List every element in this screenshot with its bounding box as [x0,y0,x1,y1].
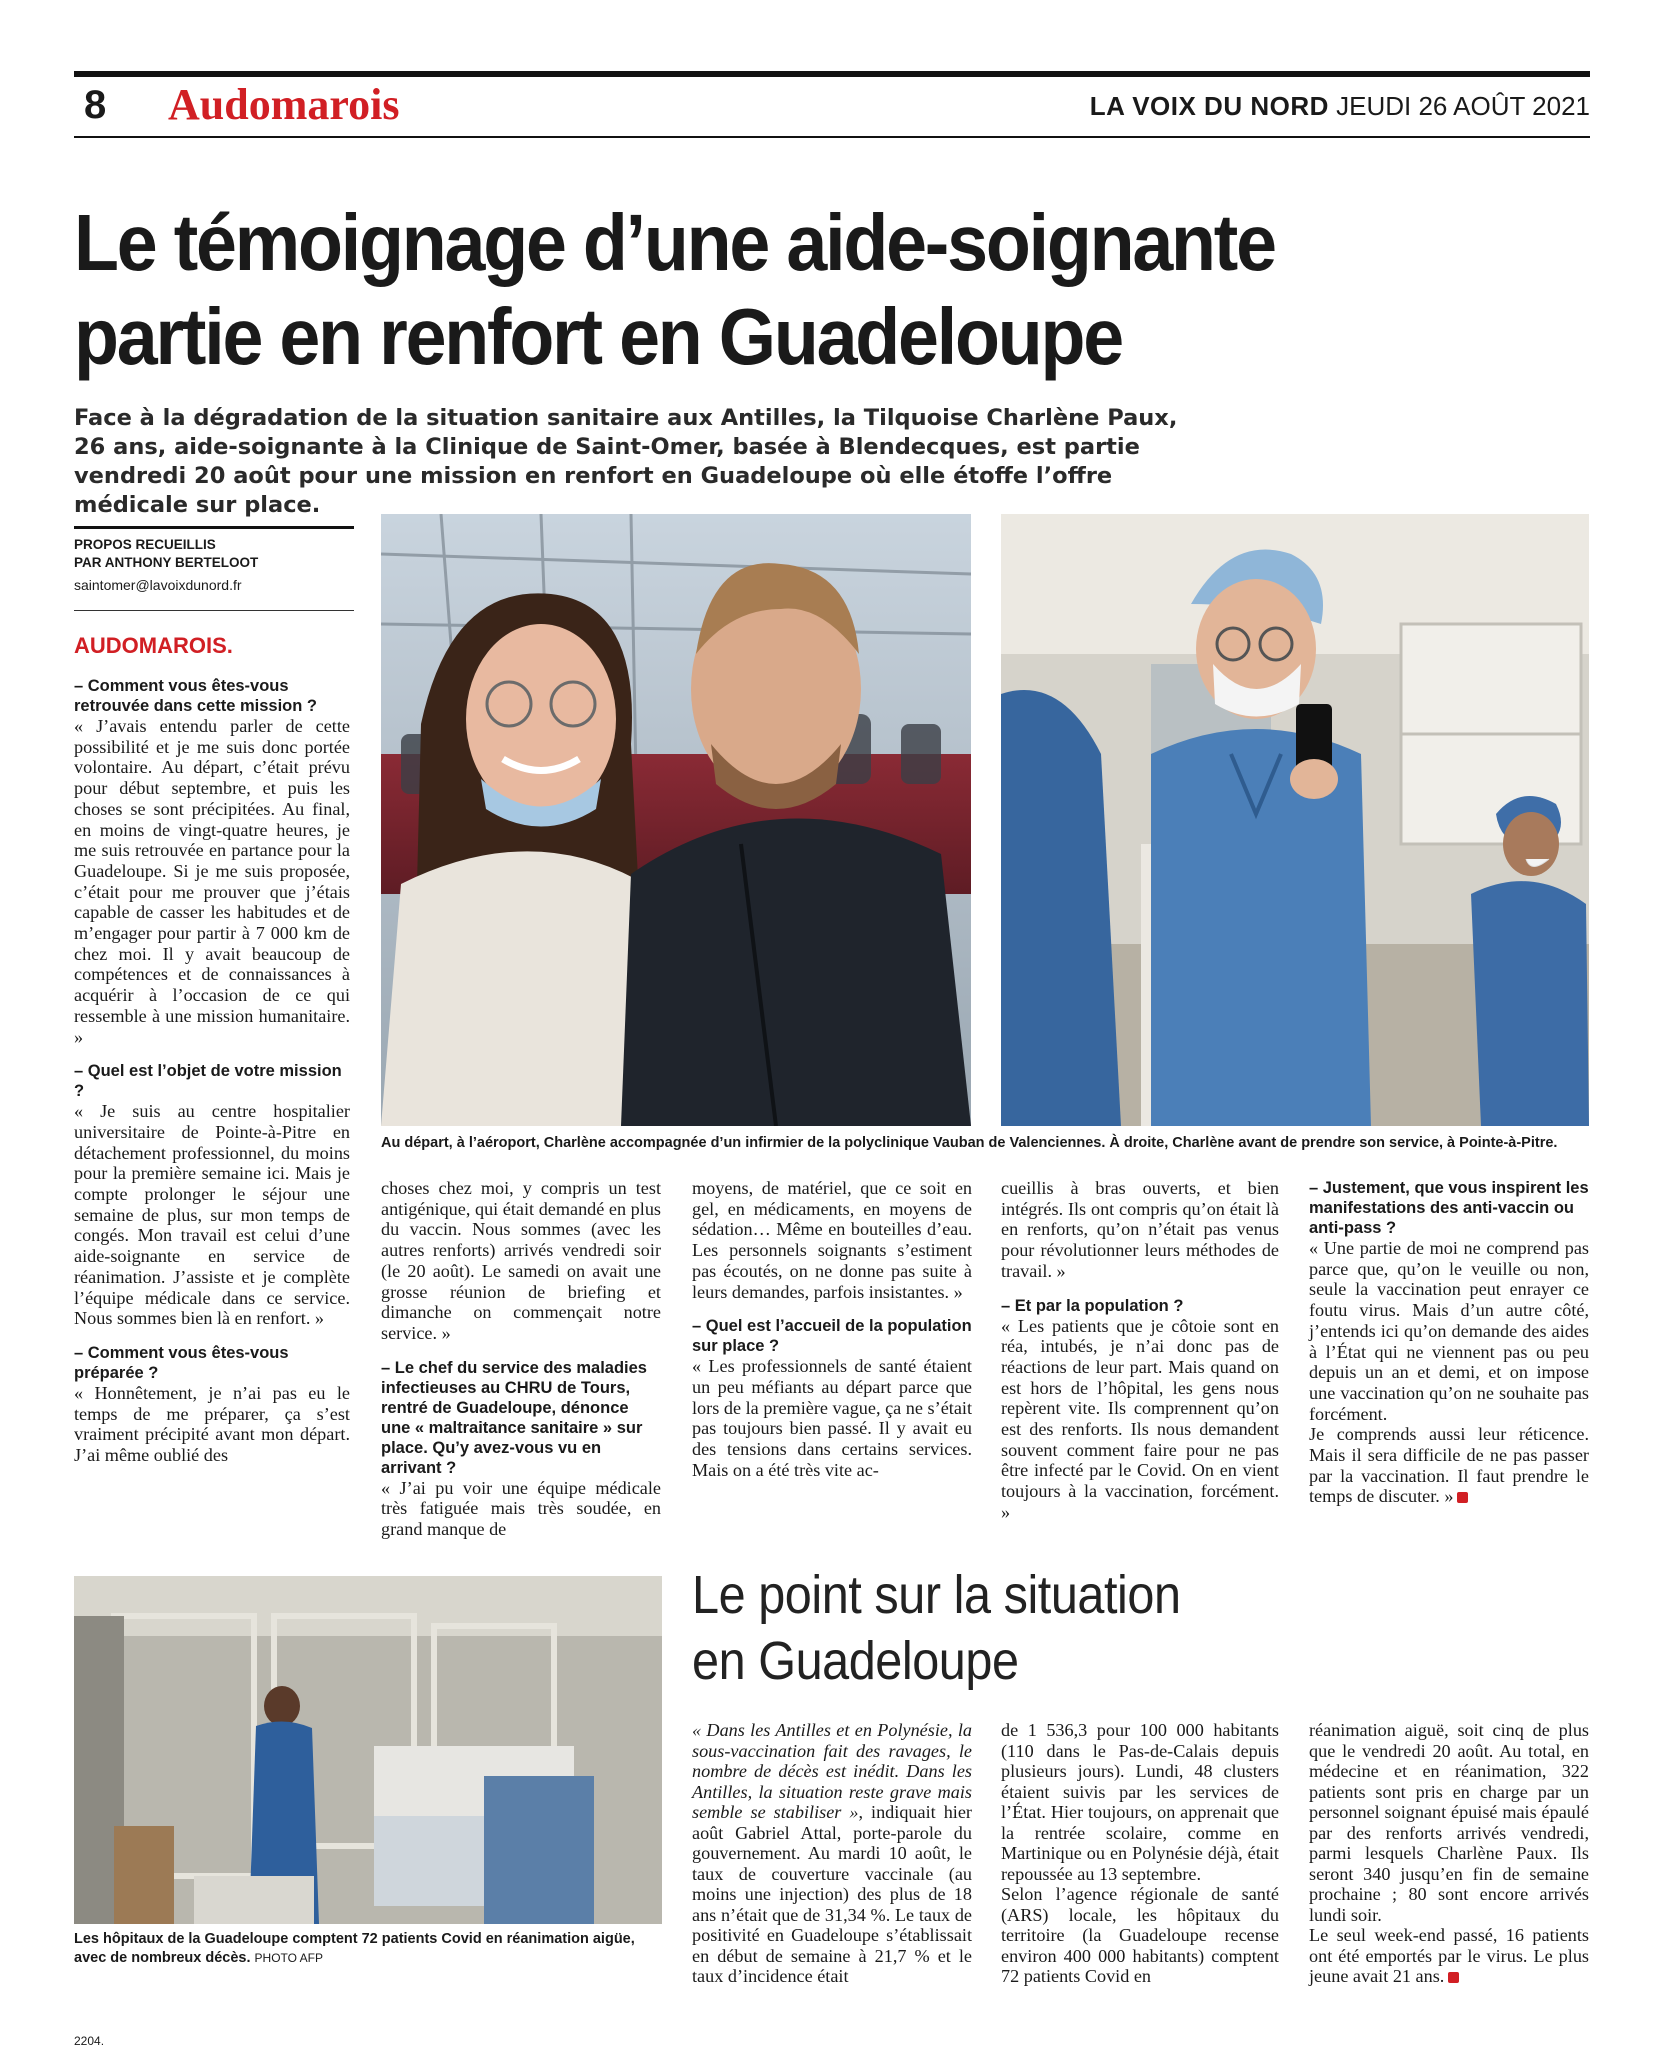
icu-image [74,1576,662,1924]
page-number: 8 [84,83,107,127]
byline-rule [74,526,354,529]
interview-question: – Comment vous êtes-vous préparée ? [74,1343,289,1382]
byline [74,536,364,572]
sidebar-text: , indiquait hier août Gabriel Attal, porte-parole du gouvernement. Au mardi 10 août, le taux de couverture vaccinale (au moins une injection) des plus de 18 ans n’était que de 31,34 %. Le taux de positivité en Guadeloupe s’établissait en début de semaine à 21,7 % et le taux d’incidence était [692,1802,972,1986]
hospital-selfie-photo [1001,514,1589,1126]
article-column-3 [692,1178,972,1480]
newspaper-name: LA VOIX DU NORD [1089,91,1329,121]
icu-photo [74,1576,662,1924]
interview-question: – Le chef du service des maladies infectieuses au CHRU de Tours, rentré de Guadeloupe, dénonce une « maltraitance sanitaire » sur place. Qu’y avez-vous vu en arrivant ? [381,1358,647,1477]
sidebar-quote: « Dans les Antilles et en Polynésie, la sous-vaccination fait des ravages, le nombre de décès est inédit. Dans les Antilles, la situation reste grave mais semble se stabiliser » [692,1720,972,1822]
end-of-article-mark [1457,1492,1468,1503]
byline-rule-bottom [74,610,354,611]
end-of-article-mark [1448,1972,1459,1983]
interview-answer: « Une partie de moi ne comprend pas parce que, qu’on le veuille ou non, seule la vaccination peut enrayer ce foutu virus. Mais d’un autre côté, j’entends ici qu’on demande des aides à l’État qui ne viennent pas ou peu depuis un an et demi, et on impose une vaccination qu’on ne souhaite pas forcément. [1309,1238,1589,1424]
photo-caption: Au départ, à l’aéroport, Charlène accompagnée d’un infirmier de la polyclinique Vauban de Valenciennes. À droite, Charlène avant de prendre son service, à Pointe-à-Pitre. [381,1135,1558,1151]
sidebar-title-line-2: en Guadeloupe [692,1631,1019,1691]
issue-date: JEUDI 26 AOÛT 2021 [1336,91,1590,121]
section-title: Audomarois [168,80,400,129]
interview-question: – Et par la population ? [1001,1296,1184,1315]
interview-answer: « Honnêtement, je n’ai pas eu le temps de me préparer, ça s’est vraiment précipité avant mon départ. J’ai même oublié des [74,1382,350,1466]
author-email: saintomer@lavoixdunord.fr [74,577,242,593]
icu-photo-caption [74,1930,664,1968]
sidebar-column-3 [1309,1720,1589,1987]
dateline: AUDOMAROIS. [74,633,233,658]
airport-selfie-image [381,514,971,1126]
interview-answer: choses chez moi, y compris un test antigénique, qui était demandé en plus du vaccin. Nous sommes (avec les autres renforts) arrivés vendredi soir (le 20 août). Le samedi on avait une grosse réunion de briefing et dimanche on commençait notre service. » [381,1178,661,1343]
interview-answer: cueillis à bras ouverts, et bien intégrés. Ils ont compris qu’on était là en renforts, qu’on n’était pas venus pour révolutionner leurs méthodes de travail. » [1001,1178,1279,1281]
interview-question: – Comment vous êtes-vous retrouvée dans cette mission ? [74,677,317,715]
interview-answer: « J’ai pu voir une équipe médicale très fatiguée mais très soudée, en grand manque de [381,1477,661,1540]
byline-line-2: PAR ANTHONY BERTELOOT [74,555,259,570]
top-rule [74,71,1590,77]
interview-question: – Quel est l’accueil de la population sur place ? [692,1317,972,1356]
byline-line-1: PROPOS RECUEILLIS [74,537,216,552]
interview-question: – Quel est l’objet de votre mission ? [74,1062,342,1101]
sidebar-paragraph [692,1720,972,1987]
interview-answer: « J’avais entendu parler de cette possibilité et je me suis donc portée volontaire. Au départ, c’était prévu pour début septembre, et puis les choses se sont précipitées. Au final, en moins de vingt-quatre heures, je me suis retrouvée en partance pour la Guadeloupe. Si je me suis proposée, c’était pour me prouver que j’étais capable de casser les habitudes et de m’engager pour partir à 7 000 km de chez moi. Il y avait beaucoup de compétences et de connaissances à acquérir à l’occasion de ce qui ressemble à une mission humanitaire. » [74,716,350,1047]
sidebar-text: Le seul week-end passé, 16 patients ont été emportés par le virus. Le plus jeune avait 21 ans. [1309,1925,1589,1986]
icu-caption-text: Les hôpitaux de la Guadeloupe comptent 72 patients Covid en réanimation aigüe, avec de nombreux décès. [74,1931,635,1966]
page-code: 2204. [74,2034,105,2048]
article-column-4 [1001,1178,1279,1523]
article-column-1 [74,676,350,1466]
masthead [1090,90,1590,122]
sidebar-paragraph: réanimation aiguë, soit cinq de plus que le vendredi 20 août. Au total, en médecine et en réanimation, 322 patients sont pris en charge par un personnel soignant épuisé mais épaulé par des renforts arrivés vendredi, parmi lesquels Charlène Paux. Ils seront 340 jusqu’en fin de semaine prochaine ; 80 sont encore arrivés lundi soir. [1309,1720,1589,1925]
sidebar-paragraph: de 1 536,3 pour 100 000 habitants (110 dans le Pas-de-Calais depuis plusieurs jours). Lundi, 48 clusters étaient suivis par les services de l’État. Hier toujours, on apprenait que la rentrée scolaire, comme en Martinique ou en Polynésie déjà, était repoussée au 13 septembre. [1001,1720,1279,1884]
sidebar-title [692,1562,1250,1694]
interview-answer: Je comprends aussi leur réticence. Mais il sera difficile de ne pas passer par la vaccination. Il faut prendre le temps de discuter. » [1309,1424,1589,1507]
interview-question: – Justement, que vous inspirent les manifestations des anti-vaccin ou anti-pass ? [1309,1179,1589,1237]
article-lead: Face à la dégradation de la situation sanitaire aux Antilles, la Tilquoise Charlène Paux, 26 ans, aide-soignante à la Clinique de Saint-Omer, basée à Blendecques, est partie vendredi 20 août pour une mission en renfort en Guadeloupe où elle étoffe l’offre médicale sur place. [74,405,1178,518]
airport-selfie-photo [381,514,971,1126]
interview-answer: « Les patients que je côtoie sont en réa, intubés, je n’ai donc pas de réactions de leur part. Mais quand on est hors de l’hôpital, les gens nous repèrent vite. Ils comprennent qu’on est des renforts. Ils nous demandent souvent comment faire pour ne pas être infecté par le Covid. On en vient toujours à la vaccination, forcément. » [1001,1315,1279,1522]
sidebar-column-2 [1001,1720,1279,1987]
interview-answer: « Les professionnels de santé étaient un peu méfiants au départ parce que lors de la première vague, ça ne s’était pas toujours bien passé. Il y avait eu des tensions dans certains services. Mais on a été très vite ac- [692,1356,972,1480]
hospital-selfie-image [1001,514,1589,1126]
headline-line-1: Le témoignage d’une aide-soignante [74,198,1275,287]
article-column-2 [381,1178,661,1540]
photo-credit: PHOTO AFP [254,1951,323,1965]
sidebar-paragraph [1309,1925,1589,1987]
sidebar-title-line-1: Le point sur la situation [692,1565,1181,1625]
article-column-5 [1309,1178,1589,1507]
interview-answer: moyens, de matériel, que ce soit en gel, en médicaments, en moyens de sédation… Même en bouteilles d’eau. Les personnels soignants s’estiment pas écoutés, on ne donne pas suite à leurs demandes, parfois insistantes. » [692,1178,972,1302]
sidebar-paragraph: Selon l’agence régionale de santé (ARS) locale, les hôpitaux du territoire (la Guadeloupe recense environ 400 000 habitants) comptent 72 patients Covid en [1001,1884,1279,1986]
header-rule [74,136,1590,138]
sidebar-column-1 [692,1720,972,1987]
headline-line-2: partie en renfort en Guadeloupe [74,292,1122,381]
interview-answer: « Je suis au centre hospitalier universitaire de Pointe-à-Pitre en détachement professionnel, du moins pour la première semaine ici. Mais je compte prolonger le séjour une semaine de plus, sur mon temps de congés. Mon travail est celui d’une aide-soignante en service de réanimation. J’assiste et je complète l’équipe médicale dans ce service. Nous sommes bien là en renfort. » [74,1101,350,1329]
headline [74,196,1454,384]
